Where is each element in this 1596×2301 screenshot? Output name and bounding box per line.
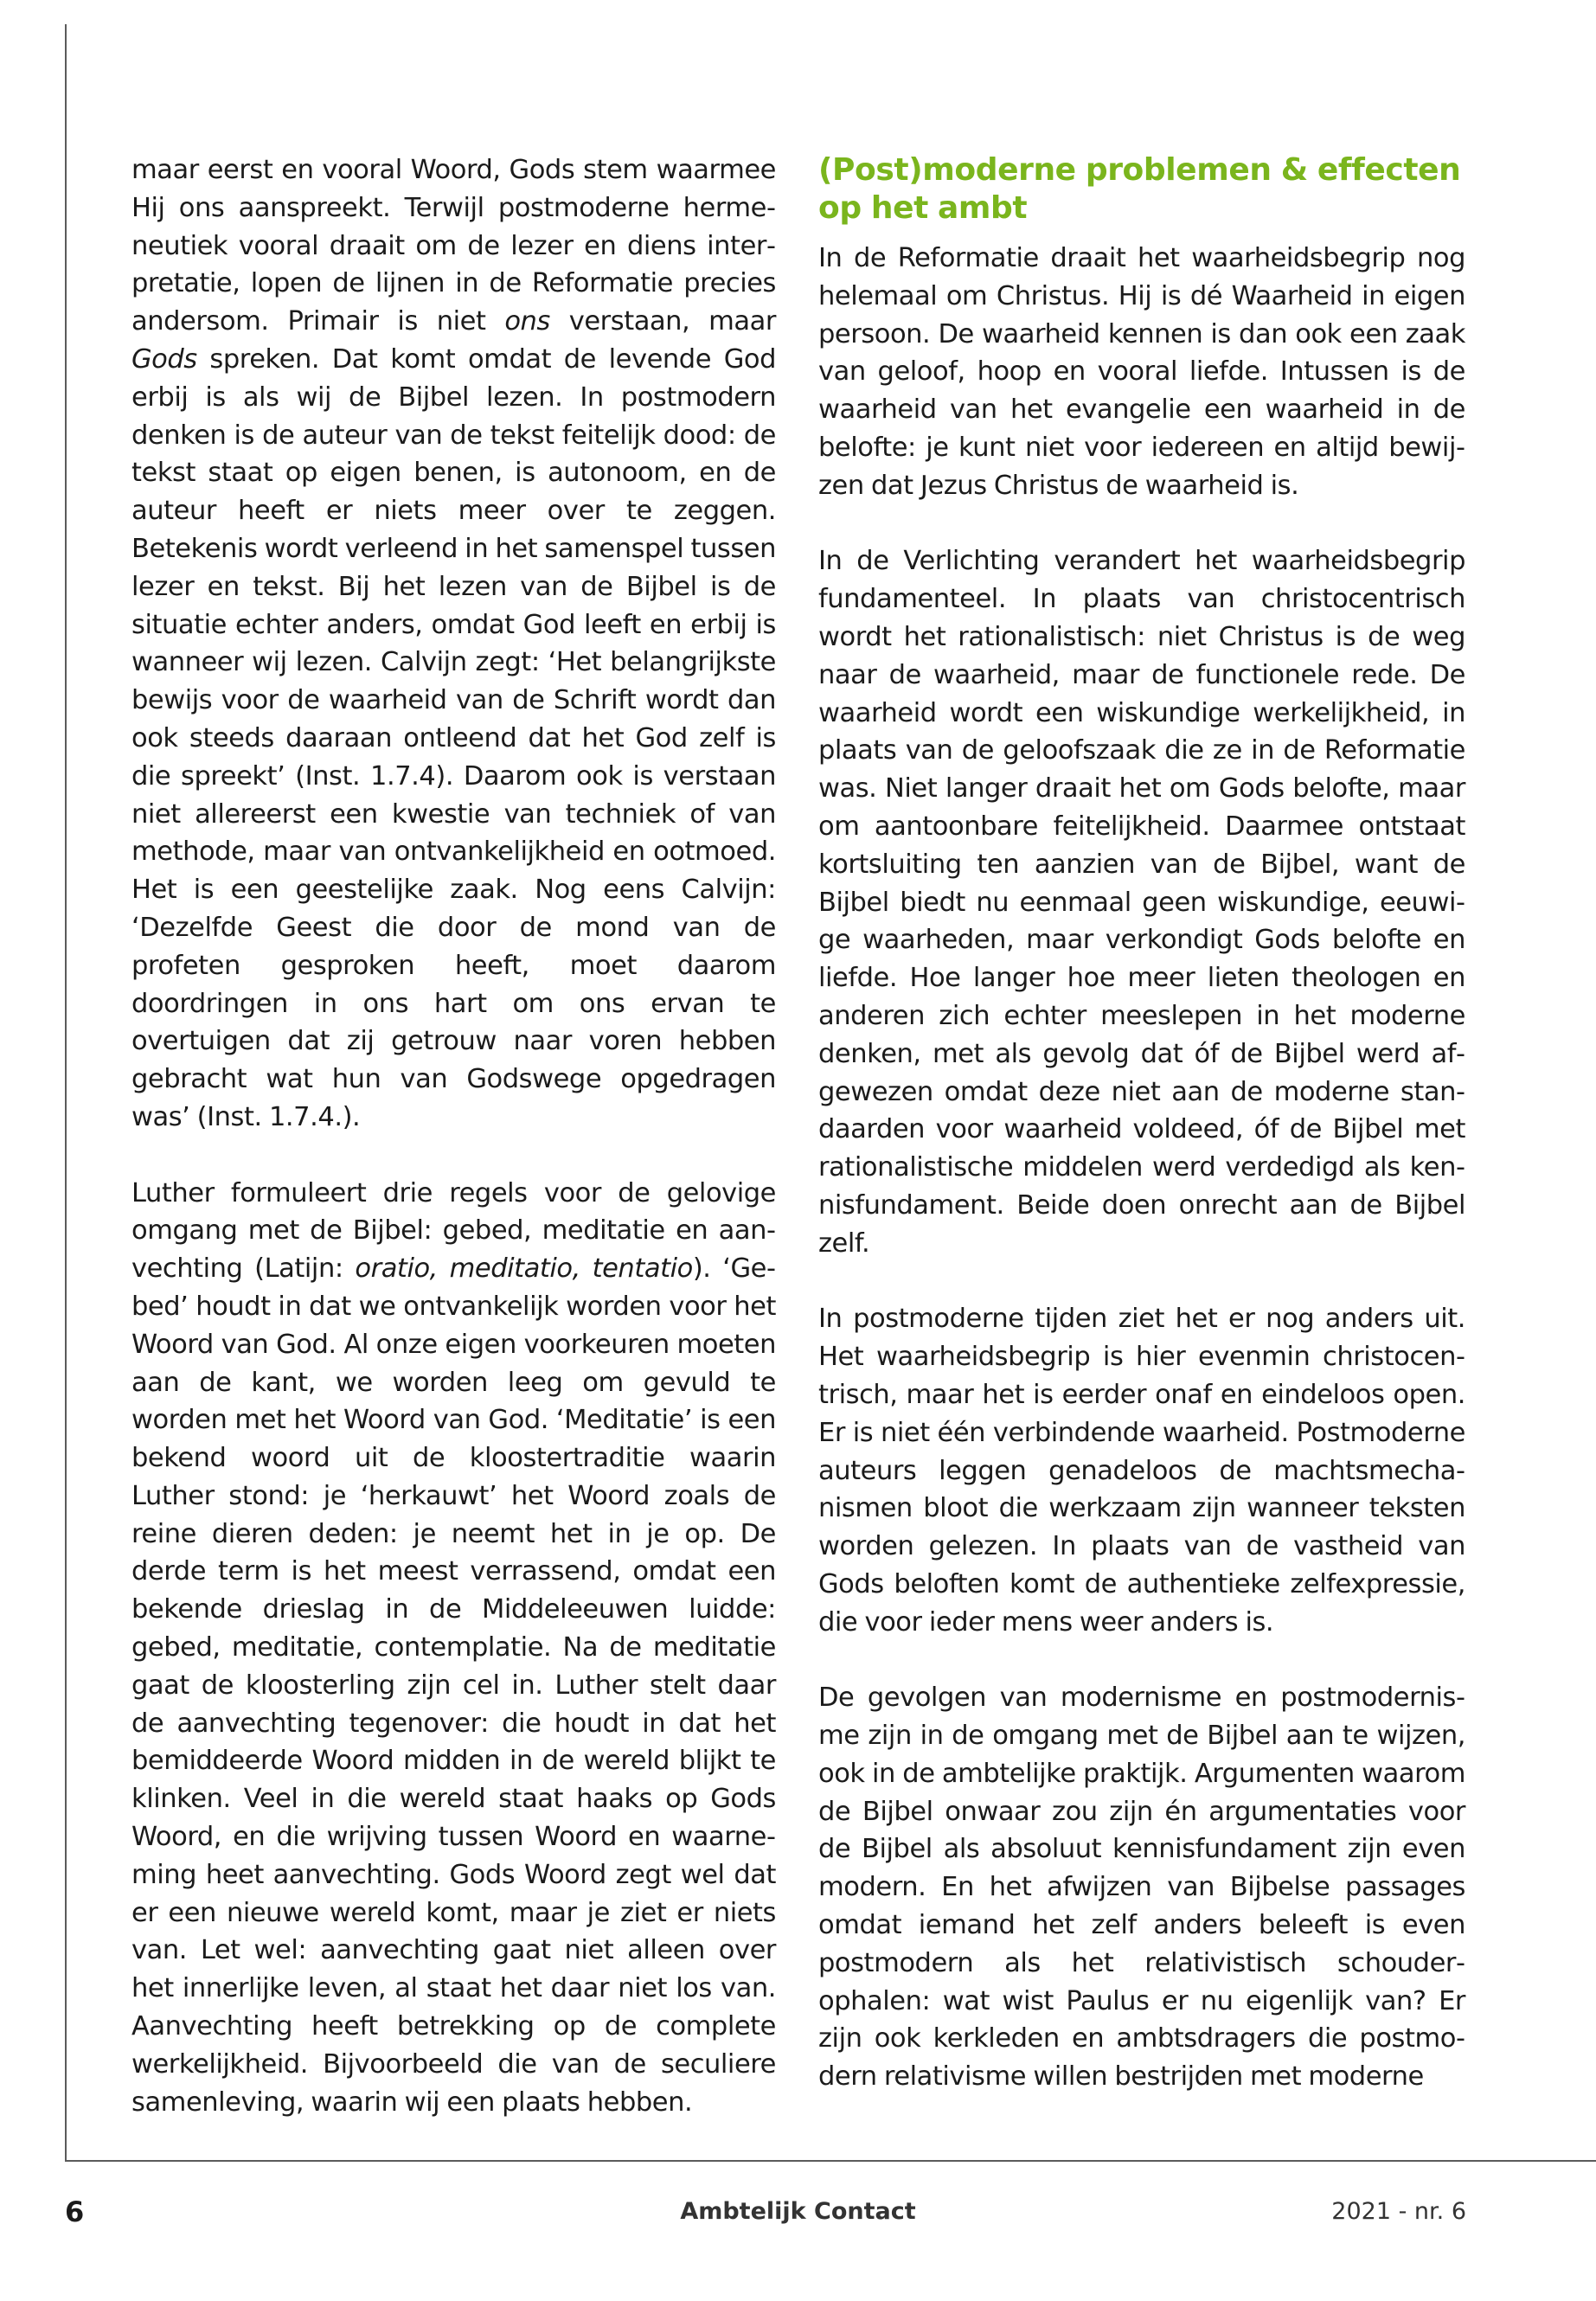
left-column	[131, 151, 776, 2121]
footer-rule	[65, 2160, 1596, 2162]
italic-emphasis: Gods	[131, 343, 197, 375]
italic-emphasis: ons	[504, 306, 550, 337]
page-number: 6	[65, 2195, 85, 2228]
italic-emphasis: oratio, meditatio, tentatio	[355, 1253, 693, 1285]
section-heading-line: op het ambt	[818, 190, 1028, 226]
section-heading	[818, 151, 1465, 228]
paragraph: In de Reformatie draait het waarheidsbegrip nog helemaal om Christus. Hij is dé Waarheid in eigen persoon. De waarheid kennen is dan ook een zaak van geloof, hoop en vooral liefde. Intussen is de waarheid van het evangelie een waarheid in de belofte: je kunt niet voor iedereen en altijd bewijzen dat Jezus Christus de waarheid is.	[818, 243, 1465, 501]
right-column	[818, 151, 1465, 2096]
left-border-rule	[65, 24, 67, 2161]
magazine-title: Ambtelijk Contact	[680, 2198, 916, 2225]
paragraph: De gevolgen van modernisme en postmodernisme zijn in de omgang met de Bijbel aan te wijzen, ook in de ambtelijke praktijk. Argumenten waarom de Bijbel onwaar zou zijn én argumentaties voor de Bijbel als absoluut kennisfundament zijn even modern. En het afwijzen van Bijbelse passages omdat iemand het zelf anders beleeft is even postmodern als het relativistisch schouderophalen: wat wist Paulus er nu eigenlijk van? Er zijn ook kerkleden en ambtsdragers die postmodern relativisme willen bestrijden met moderne	[818, 1682, 1465, 2093]
paragraph: Luther formuleert drie regels voor de gelovige omgang met de Bijbel: gebed, meditatie en aanvechting (Latijn: oratio, meditatio, tentatio). ‘Gebed’ houdt in dat we ontvankelijk worden voor het Woord van God. Al onze eigen voorkeuren moeten aan de kant, we worden leeg om gevuld te worden met het Woord van God. ‘Meditatie’ is een bekend woord uit de kloostertraditie waarin Luther stond: je ‘herkauwt’ het Woord zoals de reine dieren deden: je neemt het in je op. De derde term is het meest verrassend, omdat een bekende drieslag in de Middeleeuwen luidde: gebed, meditatie, contemplatie. Na de meditatie gaat de kloosterling zijn cel in. Luther stelt daar de aanvechting tegenover: die houdt in dat het bemiddeerde Woord midden in de wereld blijkt te klinken. Veel in die wereld staat haaks op Gods Woord, en die wrijving tussen Woord en waarneming heet aanvechting. Gods Woord zegt wel dat er een nieuwe wereld komt, maar je ziet er niets van. Let wel: aanvechting gaat niet alleen over het innerlijke leven, al staat het daar niet los van. Aanvechting heeft betrekking op de complete werkelijkheid. Bijvoorbeeld die van de seculiere samenleving, waarin wij een plaats hebben.	[131, 1177, 776, 2118]
paragraph: In postmoderne tijden ziet het er nog anders uit. Het waarheidsbegrip is hier evenmin christocentrisch, maar het is eerder onaf en eindeloos open. Er is niet één verbindende waarheid. Postmoderne auteurs leggen genadeloos de machtsmechanismen bloot die werkzaam zijn wanneer teksten worden gelezen. In plaats van de vastheid van Gods beloften komt de authentieke zelfexpressie, die voor ieder mens weer anders is.	[818, 1304, 1465, 1638]
paragraph: maar eerst en vooral Woord, Gods stem waarmee Hij ons aanspreekt. Terwijl postmoderne hermeneutiek vooral draait om de lezer en diens interpretatie, lopen de lijnen in de Reformatie precies andersom. Primair is niet ons verstaan, maar Gods spreken. Dat komt omdat de levende God erbij is als wij de Bijbel lezen. In postmodern denken is de auteur van de tekst feitelijk dood: de tekst staat op eigen benen, is autonoom, en de auteur heeft er niets meer over te zeggen. Betekenis wordt verleend in het samenspel tussen lezer en tekst. Bij het lezen van de Bijbel is de situatie echter anders, omdat God leeft en erbij is wanneer wij lezen. Calvijn zegt: ‘Het belangrijkste bewijs voor de waarheid van de Schrift wordt dan ook steeds daaraan ontleend dat het God zelf is die spreekt’ (Inst. 1.7.4). Daarom ook is verstaan niet allereerst een kwestie van techniek of van methode, maar van ontvankelijkheid en ootmoed. Het is een geestelijke zaak. Nog eens Calvijn: ‘Dezelfde Geest die door de mond van de profeten gesproken heeft, moet daarom doordringen in ons hart om ons ervan te overtuigen dat zij getrouw naar voren hebben gebracht wat hun van Godswege opgedragen was’ (Inst. 1.7.4.).	[131, 155, 776, 1132]
section-heading-line: (Post)moderne problemen & effecten	[818, 152, 1461, 188]
issue-label: 2021 - nr. 6	[1331, 2198, 1466, 2225]
paragraph: In de Verlichting verandert het waarheidsbegrip fundamenteel. In plaats van christocentrisch wordt het rationalistisch: niet Christus is de weg naar de waarheid, maar de functionele rede. De waarheid wordt een wiskundige werkelijkheid, in plaats van de geloofszaak die ze in de Reformatie was. Niet langer draait het om Gods belofte, maar om aantoonbare feitelijkheid. Daarmee ontstaat kortsluiting ten aanzien van de Bijbel, want de Bijbel biedt nu eenmaal geen wiskundige, eeuwige waarheden, maar verkondigt Gods belofte en liefde. Hoe langer hoe meer lieten theologen en anderen zich echter meeslepen in het moderne denken, met als gevolg dat óf de Bijbel werd afgewezen omdat deze niet aan de moderne standaarden voor waarheid voldeed, óf de Bijbel met rationalistische middelen werd verdedigd als kennisfundament. Beide doen onrecht aan de Bijbel zelf.	[818, 546, 1465, 1259]
